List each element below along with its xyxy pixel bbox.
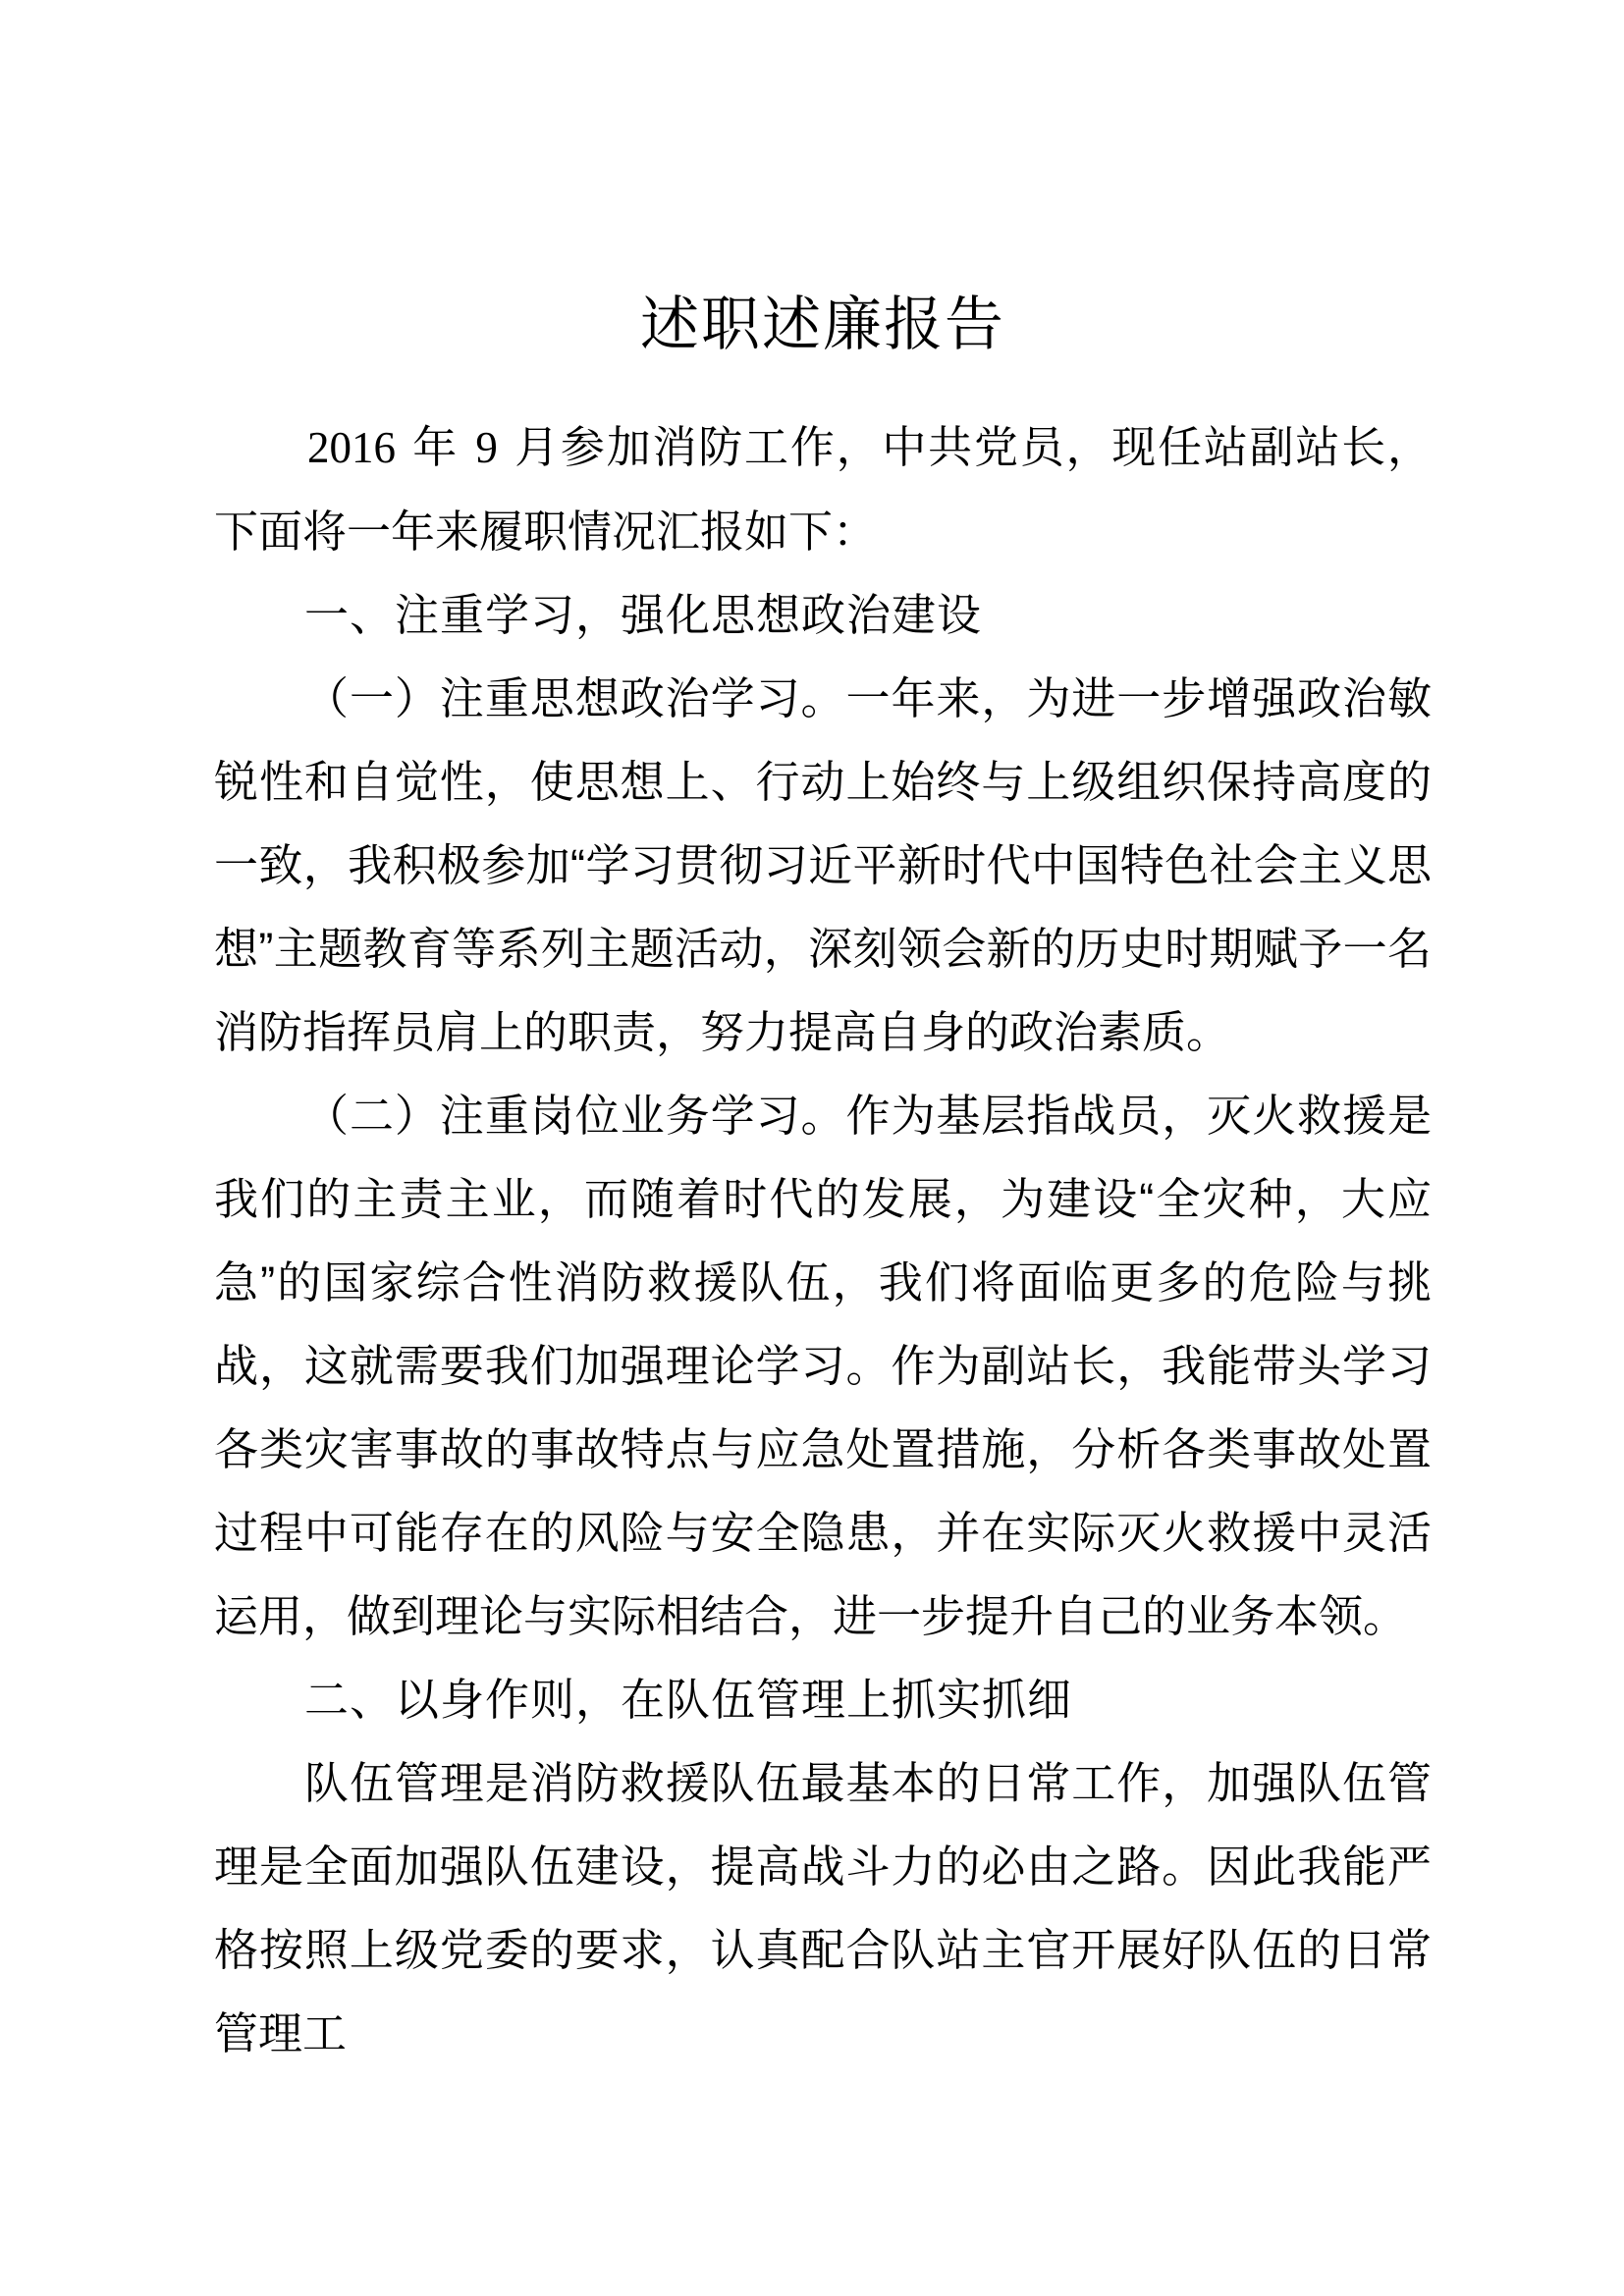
subsection-two-paragraph: （二）注重岗位业务学习。作为基层指战员，灭火救援是我们的主责主业，而随着时代的发展，为建设“全灾种，大应急”的国家综合性消防救援队伍，我们将面临更多的危险与挑战，这就需要我们加强理论学习。作为副站长，我能带头学习各类灾害事故的事故特点与应急处置措施，分析各类事故处置过程中可能存在的风险与安全隐患，并在实际灭火救援中灵活运用，做到理论与实际相结合，进一步提升自己的业务本领。	[214, 1091, 1432, 1641]
intro-paragraph: 2016 年 9 月参加消防工作，中共党员，现任站副站长，下面将一年来履职情况汇报如下：	[214, 422, 1432, 557]
section-heading-one: 一、注重学习，强化思想政治建设	[304, 590, 983, 640]
page-bottom-spacer	[214, 2075, 1432, 2296]
section-heading-two: 二、以身作则，在队伍管理上抓实抓细	[304, 1675, 1073, 1725]
team-management-paragraph: 队伍管理是消防救援队伍最基本的日常工作，加强队伍管理是全面加强队伍建设，提高战斗力的必由之路。因此我能严格按照上级党委的要求，认真配合队站主官开展好队伍的日常管理工	[214, 1758, 1432, 2058]
document-body	[214, 405, 1432, 2075]
document-content	[214, 0, 1432, 2296]
page-title: 述职述廉报告	[640, 292, 1005, 357]
subsection-one-paragraph: （一）注重思想政治学习。一年来，为进一步增强政治敏锐性和自觉性，使思想上、行动上始终与上级组织保持高度的一致，我积极参加“学习贯彻习近平新时代中国特色社会主义思想”主题教育等系列主题活动，深刻领会新的历史时期赋予一名消防指挥员肩上的职责，努力提高自身的政治素质。	[214, 673, 1432, 1057]
